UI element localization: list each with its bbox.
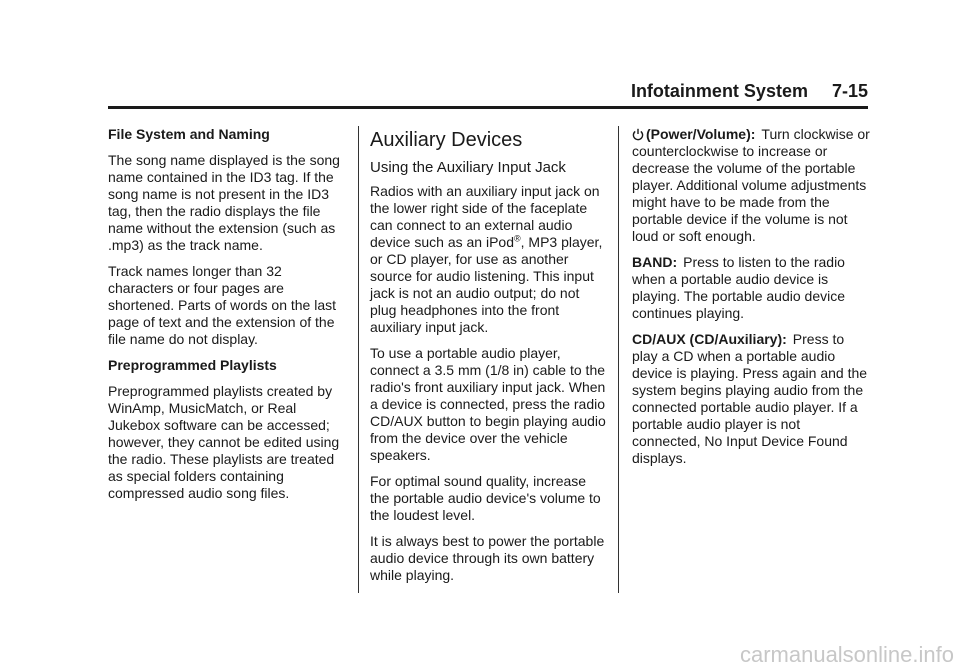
aux-input-jack-heading: Using the Auxiliary Input Jack <box>370 159 566 176</box>
file-system-paragraph-1: The song name displayed is the song name contained in the ID3 tag. If the song name is not present in the ID3 tag, then the radio displays the file name without the extension (such as .mp3) as the track name. <box>108 152 340 253</box>
aux-paragraph-4: It is always best to power the portable audio device through its own battery while playing. <box>370 533 605 583</box>
playlists-heading: Preprogrammed Playlists <box>108 357 277 373</box>
playlists-paragraph: Preprogrammed playlists created by WinAmp, MusicMatch, or Real Jukebox software can be accessed; however, they cannot be edited using the radio. These playlists are treated as special folders containing compressed audio song files. <box>108 383 340 501</box>
header-rule <box>108 106 868 109</box>
cd-aux-desc: Press to play a CD when a portable audio device is playing. Press again and the system begins playing audio from the connected portable audio player. If a portable audio player is not connected, No Input Device Found displays. <box>632 331 868 466</box>
section-title: Infotainment System <box>630 81 808 101</box>
band-term: BAND: <box>632 254 678 270</box>
aux-paragraph-2: To use a portable audio player, connect a 3.5 mm (1/8 in) cable to the radio's front auxiliary input jack. When a device is connected, press the radio CD/AUX button to begin playing audio from the device over the vehicle speakers. <box>370 345 606 463</box>
column-3 <box>632 126 872 476</box>
header-text <box>631 81 868 102</box>
page-number: 7-15 <box>831 81 868 101</box>
registered-mark: ® <box>513 233 521 244</box>
cd-aux-term: CD/AUX (CD/Auxiliary): <box>632 331 787 347</box>
page-header <box>108 81 868 104</box>
power-volume-desc: Turn clockwise or counterclockwise to increase or decrease the volume of the portable player. Additional volume adjustments might have to be made from the portable device if the volume is not loud or soft enough. <box>632 126 870 244</box>
aux-p1-text-cont: , MP3 player, or CD player, for use as another source for audio listening. This input jack is not an audio output; do not plug headphones into the front auxiliary input jack. <box>370 234 603 335</box>
column-divider-2 <box>618 126 619 593</box>
cd-aux-entry <box>632 331 872 467</box>
auxiliary-devices-heading: Auxiliary Devices <box>370 129 523 151</box>
power-icon <box>632 128 644 141</box>
column-1 <box>108 126 348 511</box>
column-2 <box>370 126 608 593</box>
file-system-heading: File System and Naming <box>108 126 270 142</box>
band-desc: Press to listen to the radio when a portable audio device is playing. The portable audio device continues playing. <box>632 254 846 321</box>
power-volume-term: (Power/Volume): <box>646 126 756 142</box>
file-system-paragraph-2: Track names longer than 32 characters or four pages are shortened. Parts of words on the last page of text and the extension of the file name do not display. <box>108 263 337 347</box>
column-divider-1 <box>358 126 359 593</box>
power-volume-entry <box>632 126 872 245</box>
band-entry <box>632 254 872 322</box>
aux-p1-text: Radios with an auxiliary input jack on the lower right side of the faceplate can connect to an external audio device such as an iPod <box>370 183 600 250</box>
watermark: carmanualsonline.info <box>739 642 954 667</box>
aux-paragraph-3: For optimal sound quality, increase the portable audio device's volume to the loudest level. <box>370 473 601 523</box>
aux-paragraph-1 <box>370 183 608 336</box>
